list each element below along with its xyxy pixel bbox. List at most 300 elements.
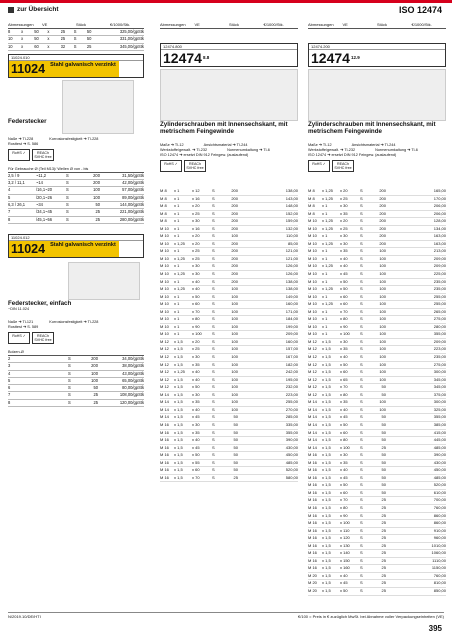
iso-note: ISO 12474 ➔ ersetzt DIN 912 Feingew. (auslaufend) (308, 153, 397, 157)
table-cell: x 16 (192, 195, 200, 201)
table-cell: 152,00 (285, 210, 298, 216)
table-cell: x 110 (340, 527, 350, 533)
table-row (160, 414, 298, 422)
table-cell: x 50 (340, 361, 348, 367)
table-cell: S (212, 286, 215, 292)
table-cell: x 50 (192, 452, 200, 458)
table-cell: 275,00 (433, 361, 446, 367)
table-cell: x 1,5 (322, 497, 331, 503)
table-cell: x 140 (340, 550, 350, 556)
table-cell: x 35 (192, 429, 200, 435)
table-cell: 121,00 (285, 255, 298, 261)
column-federstecker (8, 22, 144, 407)
table-row (8, 392, 144, 399)
table-cell: 100 (231, 338, 238, 344)
table-cell: 25 (381, 542, 386, 548)
rosttest-link: Rosttest ➔ S. 589 (8, 324, 39, 329)
table-row (160, 377, 298, 385)
table-cell: S (212, 421, 215, 427)
table-cell: 138,00 (285, 286, 298, 292)
table-cell: 100 (379, 369, 386, 375)
table-cell: x 60 (340, 301, 348, 307)
table-cell: x 80 (340, 437, 348, 443)
table-cell: 138,00 (285, 188, 298, 193)
table-cell: x 1 (322, 308, 328, 314)
table-cell: 120,00/gpStk (119, 399, 144, 405)
table-cell: x 30 (192, 271, 200, 277)
table-cell: x 45 (340, 580, 348, 586)
table-row (160, 324, 298, 332)
table-cell: x 1 (174, 293, 180, 299)
table-cell: 100 (379, 323, 386, 329)
table-row (160, 422, 298, 430)
table-cell: 3 (8, 363, 11, 369)
table-cell: x 40 (192, 376, 200, 382)
table-cell: x 70 (192, 474, 200, 480)
table-cell: S (66, 202, 69, 208)
table-cell: M 10 (308, 301, 317, 307)
table-row (8, 187, 144, 194)
table-cell: 100 (231, 323, 238, 329)
table-cell: 25 (381, 512, 386, 518)
table-cell: S (360, 550, 363, 556)
table-cell: 128,00 (433, 218, 446, 224)
table-cell: 200 (93, 180, 100, 186)
table-row (160, 226, 298, 234)
table-cell: x 40 (340, 354, 348, 360)
table-cell: M 16 (308, 565, 317, 571)
table-cell: 50 (381, 384, 386, 390)
table-cell: 50 (93, 385, 98, 391)
din-note: ~DIN 11.024 (8, 306, 30, 311)
table-cell: S (360, 255, 363, 261)
table-cell: x 70 (340, 497, 348, 503)
table-cell: S (68, 370, 71, 376)
table-cell: x 30 (340, 233, 348, 239)
table-cell: S (360, 512, 363, 518)
table-row (160, 211, 298, 219)
table-cell: M 10 (308, 225, 317, 231)
table-cell: 50 (233, 414, 238, 420)
table-cell: 209,00 (433, 338, 446, 344)
table-cell: 100 (379, 338, 386, 344)
table-cell: x 1,5 (174, 376, 183, 382)
table-cell: S (212, 406, 215, 412)
table-row (308, 339, 446, 347)
table-row (308, 407, 446, 415)
table-cell: x 55 (192, 459, 200, 465)
table-cell: x 12 (192, 188, 200, 193)
table-cell: 25 (381, 504, 386, 510)
table-cell: 580,00 (285, 474, 298, 480)
table-cell: S (360, 308, 363, 314)
table-cell: x 40 (340, 255, 348, 261)
table-row (160, 286, 298, 294)
table-cell: M 10 (308, 263, 317, 269)
table-cell: 157,00 (285, 346, 298, 352)
table-cell: 43,00/gpStk (122, 370, 144, 376)
table-cell: S (360, 572, 363, 578)
table-cell: S (360, 467, 363, 473)
table-row (160, 445, 298, 453)
table-row (8, 180, 144, 187)
table-cell: S (360, 459, 363, 465)
table-cell: M 12 (308, 376, 317, 382)
table-cell: x 1,5 (322, 527, 331, 533)
table-cell: ~14 (36, 180, 43, 186)
table-cell: x 90 (192, 323, 200, 329)
table-cell: M 16 (308, 452, 317, 458)
notes: Maße ➔ Tl-12 Ansichtsmaterial ➔ Tl-244 Werkstoffe/gewalt. ➔ Tl-232 Normenumkaltung ➔ Tl-6 (160, 143, 270, 152)
table-cell: S (73, 29, 77, 34)
table-row (308, 263, 446, 271)
back-arrow-icon (8, 7, 14, 13)
table-cell: S (212, 384, 215, 390)
table-cell: S (360, 429, 363, 435)
table-cell: 390,00 (285, 437, 298, 443)
table-cell: S (73, 36, 77, 42)
rohs-icon: RoHS ✓ (8, 149, 30, 161)
table-row (308, 490, 446, 498)
table-cell: S (360, 210, 363, 216)
table-cell: x 1,5 (174, 421, 183, 427)
article-number: 12474.800 (161, 44, 297, 50)
table-cell: x 45 (192, 414, 200, 420)
table-cell: x 1,5 (174, 414, 183, 420)
back-label: zur Übersicht (17, 6, 59, 13)
table-cell: 50 (381, 489, 386, 495)
table-row (8, 202, 144, 209)
table-cell: x 1,5 (174, 437, 183, 443)
table-cell: 235,00 (433, 286, 446, 292)
table-cell: x 100 (340, 331, 350, 337)
table-cell: x 60 (340, 293, 348, 299)
table-cell: 1060,00 (431, 550, 446, 556)
table-cell: 100 (379, 361, 386, 367)
table-cell: 100 (379, 331, 386, 337)
table-caption: Bolzen-Ø (8, 350, 144, 356)
table-cell: 50 (86, 29, 92, 34)
table-cell: 335,00 (285, 421, 298, 427)
table-cell: 138,00 (285, 278, 298, 284)
table-row (160, 309, 298, 317)
table-cell: 200 (379, 218, 386, 224)
table-cell: x 1,5 (174, 467, 183, 473)
table-cell: S (360, 437, 363, 443)
table-cell: M 16 (308, 512, 317, 518)
table-cell: 213,00 (433, 248, 446, 254)
table-cell: 8 (8, 216, 11, 222)
table-cell: 100 (231, 391, 238, 397)
table-cell: x 1,25 (322, 225, 333, 231)
table-cell: S (360, 323, 363, 329)
table-cell: 100 (379, 399, 386, 405)
table-cell: M 14 (308, 406, 317, 412)
table-cell: x 1,5 (174, 346, 183, 352)
table-row (308, 256, 446, 264)
table-cell: 100 (379, 301, 386, 307)
table-cell: S (212, 437, 215, 443)
table-cell: x 1,5 (174, 429, 183, 435)
table-cell: x 1,25 (174, 240, 185, 246)
table-cell: x 1,5 (174, 474, 183, 480)
table-cell: 275,00 (433, 316, 446, 322)
table-cell: M 14 (308, 444, 317, 450)
table-cell: S (212, 459, 215, 465)
table-cell: 7 (8, 209, 11, 215)
table-cell: M 12 (308, 384, 317, 390)
table-cell: x 30 (192, 354, 200, 360)
table-cell: x 45 (192, 444, 200, 450)
table-cell: 225,00 (433, 271, 446, 277)
table-row (8, 217, 144, 224)
table-cell: M 16 (308, 535, 317, 541)
table-cell: x 25 (192, 255, 200, 261)
table-cell: 80,00/gpStk (122, 385, 144, 391)
table-cell: 25 (381, 565, 386, 571)
table-row (308, 286, 446, 294)
table-cell: x 1 (174, 323, 180, 329)
table-cell: x 40 (192, 278, 200, 284)
table-cell: 200 (231, 271, 238, 277)
table-cell: 163,00 (433, 240, 446, 246)
table-cell: x 40 (340, 467, 348, 473)
table-cell: x 30 (192, 263, 200, 269)
table-cell: 300,00 (433, 369, 446, 375)
table-cell: x 1,5 (322, 437, 331, 443)
table-cell: M 8 (160, 188, 167, 193)
product-image (68, 262, 140, 300)
column-12474-8-8 (160, 22, 298, 482)
table-cell: S (360, 452, 363, 458)
table-row (308, 203, 446, 211)
table-cell: 8 (8, 399, 11, 405)
table-cell: S (66, 216, 69, 222)
table-cell: S (360, 384, 363, 390)
table-cell: 50 (86, 36, 92, 42)
table-cell: 200 (231, 278, 238, 284)
table-cell: x 1 (322, 316, 328, 322)
section-heading: Federstecker, einfach (8, 299, 72, 307)
table-cell: 810,00 (433, 580, 446, 586)
table-cell: 200 (379, 233, 386, 239)
table-row (308, 362, 446, 370)
table-cell: 50 (233, 459, 238, 465)
table-cell: x 1,5 (322, 369, 331, 375)
article-description: Stahl galvanisch verzinkt (47, 61, 119, 77)
back-to-overview-link[interactable] (8, 6, 59, 13)
table-cell: 200 (379, 210, 386, 216)
table-cell: 25 (233, 474, 238, 480)
table-cell: M 10 (160, 240, 169, 246)
table-cell: S (212, 444, 215, 450)
table-row (160, 203, 298, 211)
table-cell: M 16 (308, 489, 317, 495)
table-cell: x 45 (340, 414, 348, 420)
page-header (0, 0, 452, 20)
table-cell: 100 (231, 308, 238, 314)
table-row (308, 580, 446, 588)
table-cell: x 1,25 (322, 286, 333, 292)
table-cell: x 35 (192, 361, 200, 367)
table-cell: M 16 (160, 429, 169, 435)
table-row (308, 324, 446, 332)
table-cell: 1110,00 (432, 557, 446, 563)
column-12474-12-9 (308, 22, 446, 596)
table-cell: 42,00/gpStk (122, 180, 144, 186)
table-cell: 385,00 (433, 421, 446, 427)
table-cell: 200 (231, 203, 238, 209)
table-cell: 206,00 (433, 210, 446, 216)
table-cell: x 1 (174, 210, 180, 216)
product-image (308, 69, 446, 121)
table-cell: M 10 (160, 248, 169, 254)
table-cell: 100 (231, 316, 238, 322)
table-cell: 65,00/gpStk (122, 377, 144, 383)
table-cell: 255,00 (285, 399, 298, 405)
table-cell: M 12 (160, 369, 169, 375)
table-cell: 415,00 (433, 429, 446, 435)
table-cell: 760,00 (433, 504, 446, 510)
table-cell: S (212, 188, 215, 193)
table-cell: /16,1~20 (36, 187, 53, 193)
table-row (8, 195, 144, 202)
table-cell: 144,00/gpStk (119, 202, 144, 208)
table-cell: S (212, 240, 215, 246)
notes: Maße ➔ Tl-12 Ansichtsmaterial ➔ Tl-244 Werkstoffe/gewalt. ➔ Tl-232 Normenumkaltung ➔ Tl-6 (308, 143, 418, 152)
table-cell: M 12 (308, 369, 317, 375)
table-cell: x 20 (192, 203, 200, 209)
table-cell: M 10 (308, 233, 317, 239)
table-cell: x 1,5 (322, 361, 331, 367)
table-row (160, 263, 298, 271)
table-cell: M 16 (308, 550, 317, 556)
table-cell: M 12 (160, 354, 169, 360)
table-cell: S (360, 316, 363, 322)
table-cell: M 10 (160, 263, 169, 269)
table-cell: x 1 (174, 301, 180, 307)
article-box-12474-800 (160, 43, 298, 67)
table-cell: 445,00 (433, 437, 446, 443)
table-cell: M 12 (308, 391, 317, 397)
table-cell: 25 (381, 580, 386, 586)
table-cell: 200 (379, 195, 386, 201)
table-cell: x 20 (192, 240, 200, 246)
table-cell: S (66, 172, 69, 178)
table-row (160, 196, 298, 204)
table-cell: x 1 (322, 248, 328, 254)
table-cell: 100 (231, 233, 238, 239)
product-image (62, 80, 134, 134)
table-cell: M 16 (160, 467, 169, 473)
table-cell: S (360, 331, 363, 337)
table-cell: x 1,5 (322, 504, 331, 510)
table-cell: 100 (231, 354, 238, 360)
table-row (8, 44, 144, 51)
table-cell: M 14 (160, 414, 169, 420)
table-row (160, 218, 298, 226)
table-cell: x 20 (192, 233, 200, 239)
article-number: 11024.010 (9, 55, 143, 61)
table-cell: x 100 (340, 444, 350, 450)
table-cell: 760,00 (433, 572, 446, 578)
table-cell: x 1,5 (322, 406, 331, 412)
table-row (308, 399, 446, 407)
table-cell: M 16 (308, 527, 317, 533)
table-cell: M 12 (160, 376, 169, 382)
table-cell: x 1,5 (322, 421, 331, 427)
table-cell: x 1 (174, 278, 180, 284)
table-cell: S (360, 354, 363, 360)
table-cell: M 16 (308, 459, 317, 465)
table-row (8, 29, 144, 36)
table-cell: x 1,5 (174, 399, 183, 405)
table-cell: x (21, 29, 24, 34)
table-cell: x 30 (340, 452, 348, 458)
table-cell: 223,00 (433, 346, 446, 352)
table-cell: 200 (231, 218, 238, 224)
table-cell: 25 (95, 216, 100, 222)
table-cell: x 25 (192, 346, 200, 352)
section-heading: Zylinderschrauben mit Innensechskant, mit metrischem Feingewinde (308, 121, 436, 135)
table-cell: 485,00 (433, 474, 446, 480)
table-cell: 50 (233, 429, 238, 435)
table-cell: M 10 (308, 218, 317, 224)
table-cell: 209,00 (285, 331, 298, 337)
table-cell: 255,00 (433, 301, 446, 307)
table-cell: 375,00 (433, 391, 446, 397)
table-cell: S (360, 263, 363, 269)
table-cell: 100 (231, 369, 238, 375)
table-cell: M 14 (160, 406, 169, 412)
table-cell: 100 (231, 399, 238, 405)
table-cell: 200 (379, 240, 386, 246)
table-cell: 430,00 (433, 459, 446, 465)
table-cell: 100 (231, 361, 238, 367)
table-cell: x 1 (322, 203, 328, 209)
table-row (308, 294, 446, 302)
table-row (308, 346, 446, 354)
dimensions-link: Naße ➔ Tl-228 (8, 136, 34, 141)
table-cell: /45,1~56 (36, 216, 53, 222)
table-cell: 132,00 (285, 225, 298, 231)
reach-icon: REACh SVHC free (332, 160, 354, 172)
table-cell: 50 (34, 36, 39, 42)
table-row (160, 233, 298, 241)
table-cell: 355,00 (433, 414, 446, 420)
table-cell: x 120 (340, 535, 350, 541)
table-cell: M 14 (308, 421, 317, 427)
table-cell: 485,00 (433, 444, 446, 450)
table-cell: x 45 (340, 271, 348, 277)
table-cell: M 8 (160, 218, 167, 224)
table-row (160, 430, 298, 438)
table-cell: 25 (381, 444, 386, 450)
footer-price-note: €/100 = Preis in € zuzüglich MwSt. bei Abnahme voller Verpackungseinheiten (VE) (298, 614, 444, 619)
table-cell: x (21, 43, 24, 49)
table-cell: 25 (93, 399, 98, 405)
table-cell: M 10 (308, 240, 317, 246)
table-cell: 50 (233, 421, 238, 427)
table-row (308, 513, 446, 521)
table-cell: S (212, 361, 215, 367)
table-cell: x (47, 43, 50, 49)
table-cell: M 10 (308, 248, 317, 254)
table-cell: S (360, 293, 363, 299)
table-cell: x (21, 36, 24, 42)
table-cell: S (66, 194, 69, 200)
table-row (308, 301, 446, 309)
